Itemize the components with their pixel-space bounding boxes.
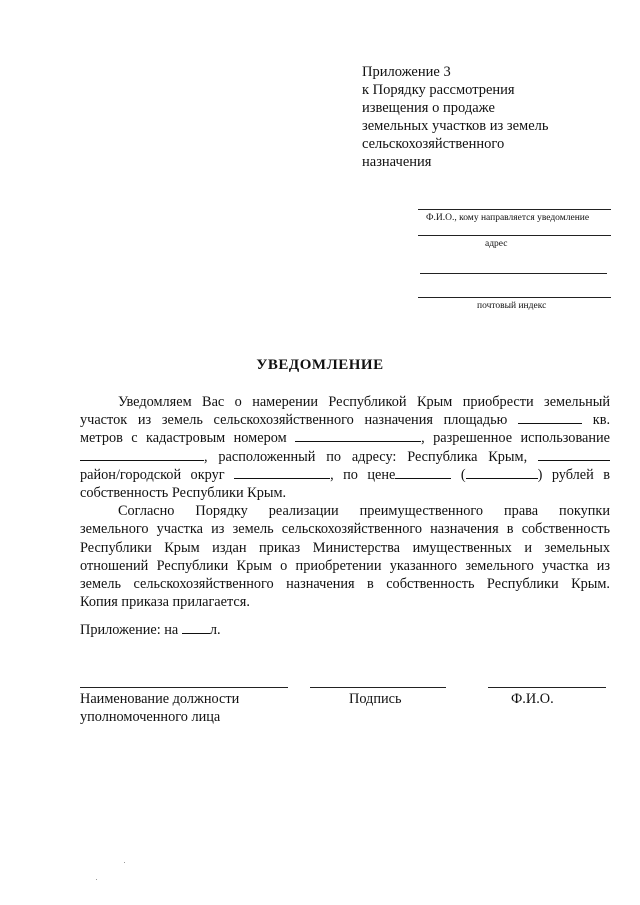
text-fragment: район/городской округ [80, 466, 225, 483]
paragraph-line: земельного участка из земель сельскохозяйственного назначения в собственность [80, 521, 610, 538]
attachment-line [80, 621, 221, 639]
recipient-address-line[interactable] [418, 235, 611, 236]
paragraph-line: Республики Крым издан приказ Министерства имущественных и земельных [80, 539, 610, 556]
annex-line: Приложение 3 [362, 64, 451, 80]
signature-line[interactable] [310, 687, 446, 688]
paragraph-line: земель сельскохозяйственного назначения в собственность Республики Крым. [80, 576, 610, 593]
notice-body [80, 393, 610, 611]
annex-line: извещения о продаже [362, 100, 495, 116]
text-fragment: , расположенный по адресу: Республика Крым, [204, 448, 528, 465]
paragraph-line: Копия приказа прилагается. [80, 594, 250, 611]
recipient-address-caption: адрес [485, 239, 508, 249]
recipient-name-caption: Ф.И.О., кому направляется уведомление [426, 213, 590, 223]
paragraph-line: отношений Республики Крым о приобретении указанного земельного участка из [80, 557, 610, 574]
full-name-line[interactable] [488, 687, 606, 688]
paragraph-line [80, 448, 610, 466]
recipient-name-line[interactable] [418, 209, 611, 210]
scan-speck [96, 879, 97, 880]
text-fragment: ) рублей в [537, 466, 611, 483]
position-line[interactable] [80, 687, 288, 688]
paragraph-line: собственность Республики Крым. [80, 485, 287, 502]
paragraph-line: Уведомляем Вас о намерении Республикой Крым приобрести земельный [118, 394, 610, 410]
full-name-label: Ф.И.О. [511, 691, 554, 707]
sheet-count-blank[interactable] [182, 621, 210, 634]
district-blank[interactable] [234, 466, 330, 479]
position-label-2: уполномоченного лица [80, 709, 221, 725]
text-fragment: метров с кадастровым номером [80, 430, 287, 447]
annex-line: сельскохозяйственного [362, 136, 505, 152]
attachment-prefix: Приложение: на [80, 622, 179, 638]
text-fragment: участок из земель сельскохозяйственного назначения площадью [80, 412, 508, 429]
paragraph-line [80, 466, 610, 484]
signature-label: Подпись [349, 691, 402, 707]
permitted-use-blank[interactable] [80, 448, 204, 461]
attachment-suffix: л. [209, 622, 221, 638]
price-words-blank[interactable] [466, 466, 538, 479]
recipient-address-line-2[interactable] [420, 273, 607, 274]
document-title: УВЕДОМЛЕНИЕ [256, 357, 384, 373]
recipient-postal-line[interactable] [418, 297, 611, 298]
text-fragment: ( [460, 466, 466, 483]
annex-line: к Порядку рассмотрения [362, 82, 515, 98]
position-label: Наименование должности [80, 691, 240, 707]
scan-speck [124, 862, 125, 863]
annex-header [362, 63, 602, 171]
recipient-postal-caption: почтовый индекс [477, 301, 547, 311]
text-fragment: , по цене [330, 466, 396, 483]
area-blank[interactable] [518, 411, 582, 424]
paragraph-intent [80, 393, 610, 411]
text-fragment: кв. [592, 412, 611, 429]
paragraph-line [80, 429, 610, 447]
annex-line: земельных участков из земель [362, 118, 549, 134]
paragraph-line [80, 411, 610, 429]
price-digits-blank[interactable] [395, 466, 451, 479]
address-blank[interactable] [538, 448, 610, 461]
text-fragment: , разрешенное использование [421, 430, 611, 447]
paragraph-line: Согласно Порядку реализации преимущественного права покупки [118, 503, 610, 520]
annex-line: назначения [362, 154, 432, 170]
paragraph-basis [80, 502, 610, 520]
cadastral-number-blank[interactable] [295, 429, 421, 442]
